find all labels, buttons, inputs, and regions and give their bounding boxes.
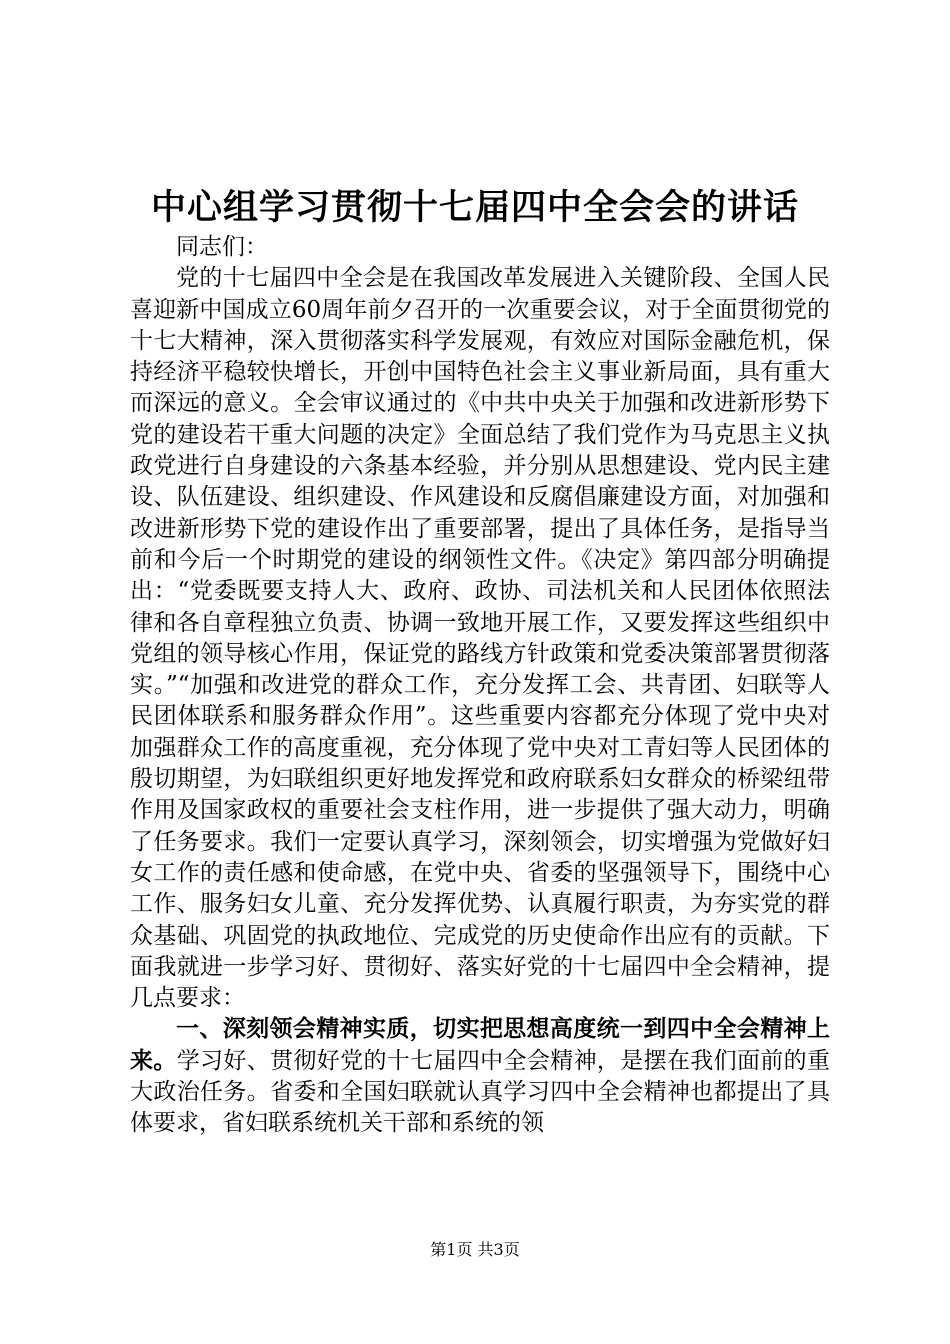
document-title: 中心组学习贯彻十七届四中全会会的讲话 xyxy=(150,188,799,228)
salutation: 同志们： xyxy=(176,234,268,260)
document-body xyxy=(130,232,830,1140)
page-number: 第1页 共3页 xyxy=(430,1240,520,1259)
section-1-heading: 一、深刻领会精神实质，切实把思想高度统一到四中全会精神上来。 xyxy=(130,1016,830,1074)
section-1-paragraph xyxy=(130,1014,830,1139)
paragraph-1: 党的十七届四中全会是在我国改革发展进入关键阶段、全国人民喜迎新中国成立60周年前夕召开的一次重要会议，对于全面贯彻党的十七大精神，深入贯彻落实科学发展观，有效应对国际金融危机，保持经济平稳较快增长，开创中国特色社会主义事业新局面，具有重大而深远的意义。全会审议通过的《中共中央关于加强和改进新形势下党的建设若干重大问题的决定》全面总结了我们党作为马克思主义执政党进行自身建设的六条基本经验，并分别从思想建设、党内民主建设、队伍建设、组织建设、作风建设和反腐倡廉建设方面，对加强和改进新形势下党的建设作出了重要部署，提出了具体任务，是指导当前和今后一个时期党的建设的纲领性文件。《决定》第四部分明确提出：“党委既要支持人大、政府、政协、司法机关和人民团体依照法律和各自章程独立负责、协调一致地开展工作，又要发挥这些组织中党组的领导核心作用，保证党的路线方针政策和党委决策部署贯彻落实。”“加强和改进党的群众工作，充分发挥工会、共青团、妇联等人民团体联系和服务群众作用”。这些重要内容都充分体现了党中央对加强群众工作的高度重视，充分体现了党中央对工青妇等人民团体的殷切期望，为妇联组织更好地发挥党和政府联系妇女群众的桥梁纽带作用及国家政权的重要社会支柱作用，进一步提供了强大动力，明确了任务要求。我们一定要认真学习，深刻领会，切实增强为党做好妇女工作的责任感和使命感，在党中央、省委的坚强领导下，围绕中心工作、服务妇女儿童、充分发挥优势、认真履行职责，为夯实党的群众基础、巩固党的执政地位、完成党的历史使命作出应有的贡献。下面我就进一步学习好、贯彻好、落实好党的十七届四中全会精神，提几点要求： xyxy=(130,265,830,1012)
section-1-text: 学习好、贯彻好党的十七届四中全会精神，是摆在我们面前的重大政治任务。省委和全国妇联就认真学习四中全会精神也都提出了具体要求，省妇联系统机关干部和系统的领 xyxy=(130,1047,831,1137)
